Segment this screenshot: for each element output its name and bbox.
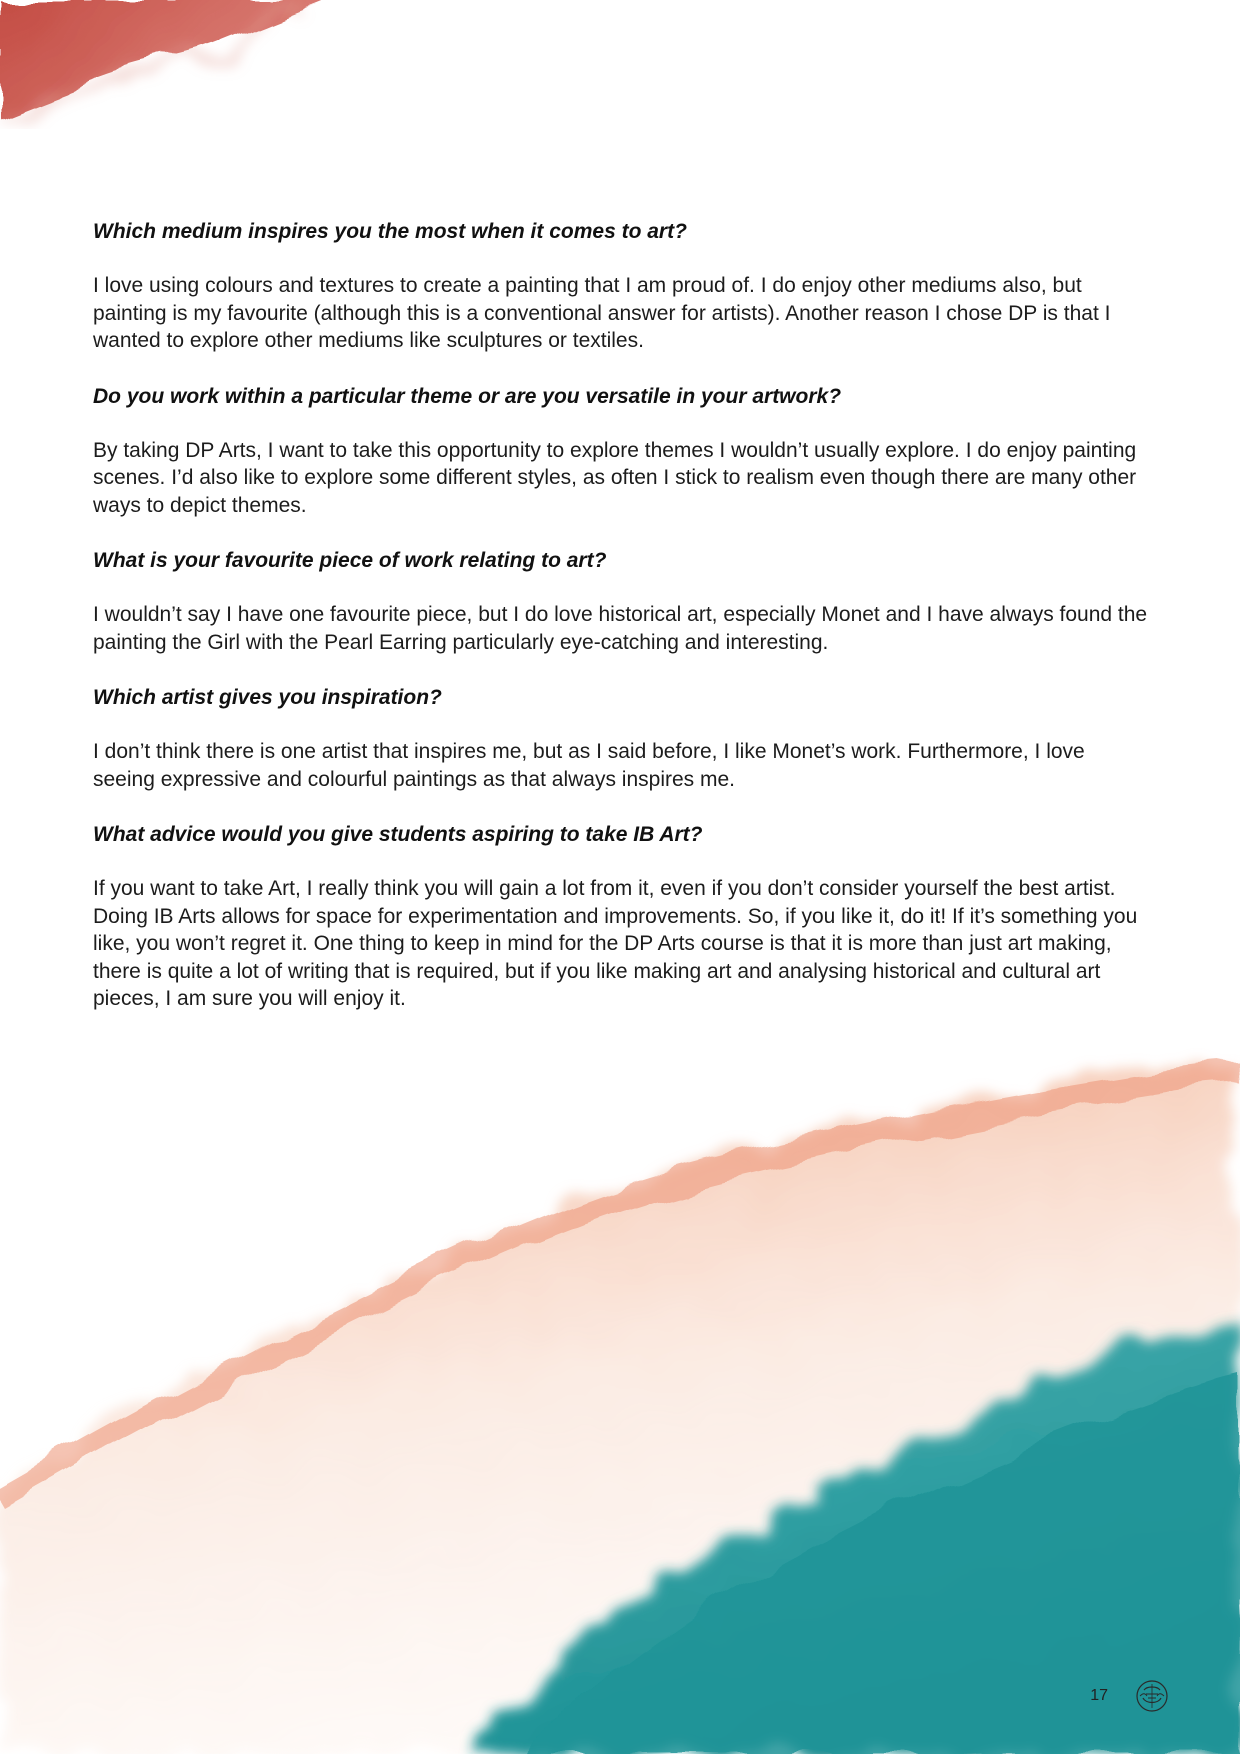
qa-item-medium <box>93 218 1148 355</box>
question-text: Which artist gives you inspiration? <box>93 686 442 709</box>
page-footer <box>1090 1678 1170 1714</box>
school-crest-icon <box>1134 1678 1170 1714</box>
answer-text: If you want to take Art, I really think you will gain a lot from it, even if you don’t consider yourself the best artist. Doing IB Arts allows for space for experimentation and improvements. So, if you like it, do it! If it’s something you like, you won’t regret it. One thing to keep in mind for the DP Arts course is that it is more than just art making, there is quite a lot of writing that is required, but if you like making art and analysing historical and cultural art pieces, I am sure you will enjoy it. <box>93 877 1138 1010</box>
answer-text: I love using colours and textures to create a painting that I am proud of. I do enjoy other mediums also, but painting is my favourite (although this is a conventional answer for artists). Another reason I chose DP is that I wanted to explore other mediums like sculptures or textiles. <box>93 274 1111 352</box>
interview-content <box>93 218 1148 1041</box>
page-number: 17 <box>1090 1687 1108 1704</box>
qa-item-favourite-piece <box>93 547 1148 656</box>
answer-text: I wouldn’t say I have one favourite piece, but I do love historical art, especially Monet and I have always found the painting the Girl with the Pearl Earring particularly eye-catching and interesting. <box>93 603 1148 654</box>
answer-text: I don’t think there is one artist that inspires me, but as I said before, I like Monet’s work. Furthermore, I love seeing expressive and colourful paintings as that always inspires me. <box>93 740 1085 791</box>
question-text: What is your favourite piece of work relating to art? <box>93 549 607 572</box>
question-text: Do you work within a particular theme or are you versatile in your artwork? <box>93 384 842 408</box>
question-text: Which medium inspires you the most when it comes to art? <box>93 220 687 243</box>
answer-text: By taking DP Arts, I want to take this opportunity to explore themes I wouldn’t usually explore. I do enjoy painting scenes. I’d also like to explore some different styles, as often I stick to realism even though there are many other ways to depict themes. <box>93 438 1137 517</box>
qa-item-advice <box>93 821 1148 1013</box>
question-text: What advice would you give students aspiring to take IB Art? <box>93 823 703 846</box>
qa-item-theme <box>93 383 1148 520</box>
qa-item-inspiration <box>93 684 1148 793</box>
coral-wash-shape <box>0 0 330 118</box>
